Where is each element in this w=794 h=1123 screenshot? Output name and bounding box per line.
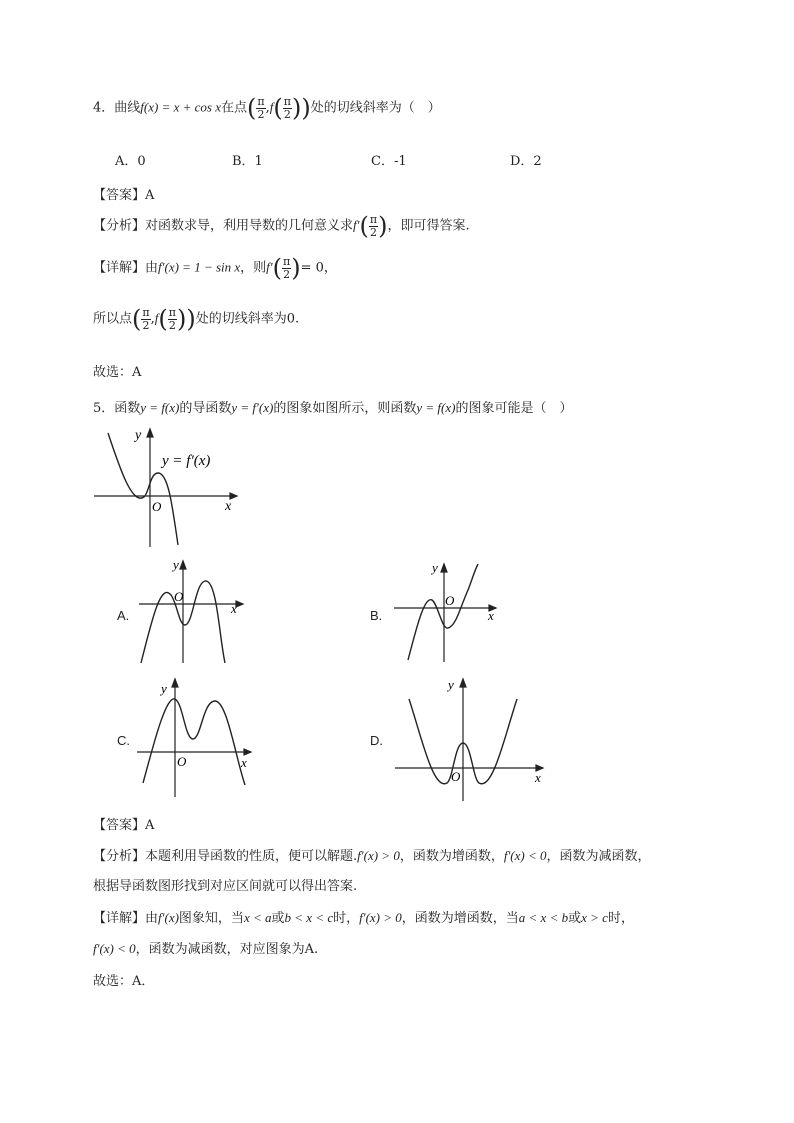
q4-answer: 【答案】A bbox=[93, 188, 155, 203]
curve-label: y = f′(x) bbox=[162, 453, 211, 469]
q5-option-c-label[interactable]: C. bbox=[117, 733, 130, 748]
q5-analysis-1: 【分析】本题利用导函数的性质，便可以解题.f′(x) > 0，函数为增函数，f′(x) < 0，函数为减函数， bbox=[93, 848, 651, 864]
svg-text:y: y bbox=[448, 677, 454, 692]
derivative-graph bbox=[92, 425, 252, 550]
q5-answer: 【答案】A bbox=[93, 818, 155, 833]
q4-function: f(x) = x + cos x bbox=[140, 99, 221, 115]
q5-option-c-graph[interactable] bbox=[135, 675, 255, 800]
svg-text:x: x bbox=[488, 608, 494, 623]
q4-analysis: 【分析】对函数求导，利用导数的几何意义求f′( $\frac{\pi}{2}$ )，即可得答案. bbox=[93, 212, 470, 240]
svg-text:O: O bbox=[451, 769, 461, 784]
q4-option-b[interactable]: B．1 bbox=[232, 154, 263, 169]
q5-option-b-graph[interactable] bbox=[392, 560, 502, 665]
q4-detail: 【详解】由f′(x) = 1 − sin x，则f′( $\frac{\pi}{2}$ )= 0， bbox=[93, 254, 337, 282]
svg-text:O: O bbox=[177, 754, 187, 769]
q5-detail-2: f′(x) < 0，函数为减函数，对应图象为A. bbox=[93, 941, 319, 957]
svg-text:x: x bbox=[231, 601, 237, 616]
origin-label: O bbox=[152, 499, 162, 514]
q5-analysis-2: 根据导函数图形找到对应区间就可以得出答案. bbox=[93, 879, 358, 894]
svg-text:y: y bbox=[432, 560, 438, 575]
svg-text:y: y bbox=[173, 557, 179, 572]
q5-option-d-graph[interactable] bbox=[393, 675, 548, 803]
svg-text:O: O bbox=[445, 593, 455, 608]
y-axis-label: y bbox=[135, 428, 142, 443]
q5-choose: 故选：A． bbox=[93, 974, 155, 989]
q4-stem: 4．曲线f(x) = x + cos x在点( $\frac{\pi}{2}$ ,f( $\frac{\pi}{2}$ ))处的切线斜率为（ ） bbox=[93, 94, 441, 122]
q4-option-d[interactable]: D．2 bbox=[510, 154, 542, 169]
svg-text:O: O bbox=[174, 589, 184, 604]
x-axis-label: x bbox=[225, 499, 232, 514]
q5-option-b-label[interactable]: B. bbox=[370, 608, 383, 623]
q4-conclusion: 所以点( $\frac{\pi}{2}$ ,f( $\frac{\pi}{2}$ ))处的切线斜率为0. bbox=[93, 305, 300, 333]
svg-text:x: x bbox=[535, 770, 541, 785]
q5-detail-1: 【详解】由f′(x)图象知，当x < a或b < x < c时，f′(x) > 0，函数为增函数，当a < x < b或x > c时， bbox=[93, 910, 634, 926]
q4-option-c[interactable]: C．-1 bbox=[371, 154, 407, 169]
q4-option-a[interactable]: A．0 bbox=[115, 154, 146, 169]
svg-text:y: y bbox=[161, 681, 167, 696]
q5-option-d-label[interactable]: D. bbox=[370, 733, 383, 748]
q5-stem: 5．函数y = f(x)的导函数y = f′(x)的图象如图所示，则函数y = f(x)的图象可能是（ ） bbox=[93, 400, 573, 416]
q5-option-a-graph[interactable] bbox=[135, 555, 250, 665]
q4-choose: 故选：A bbox=[93, 365, 142, 380]
svg-text:x: x bbox=[241, 755, 247, 770]
q5-option-a-label[interactable]: A. bbox=[117, 608, 130, 623]
